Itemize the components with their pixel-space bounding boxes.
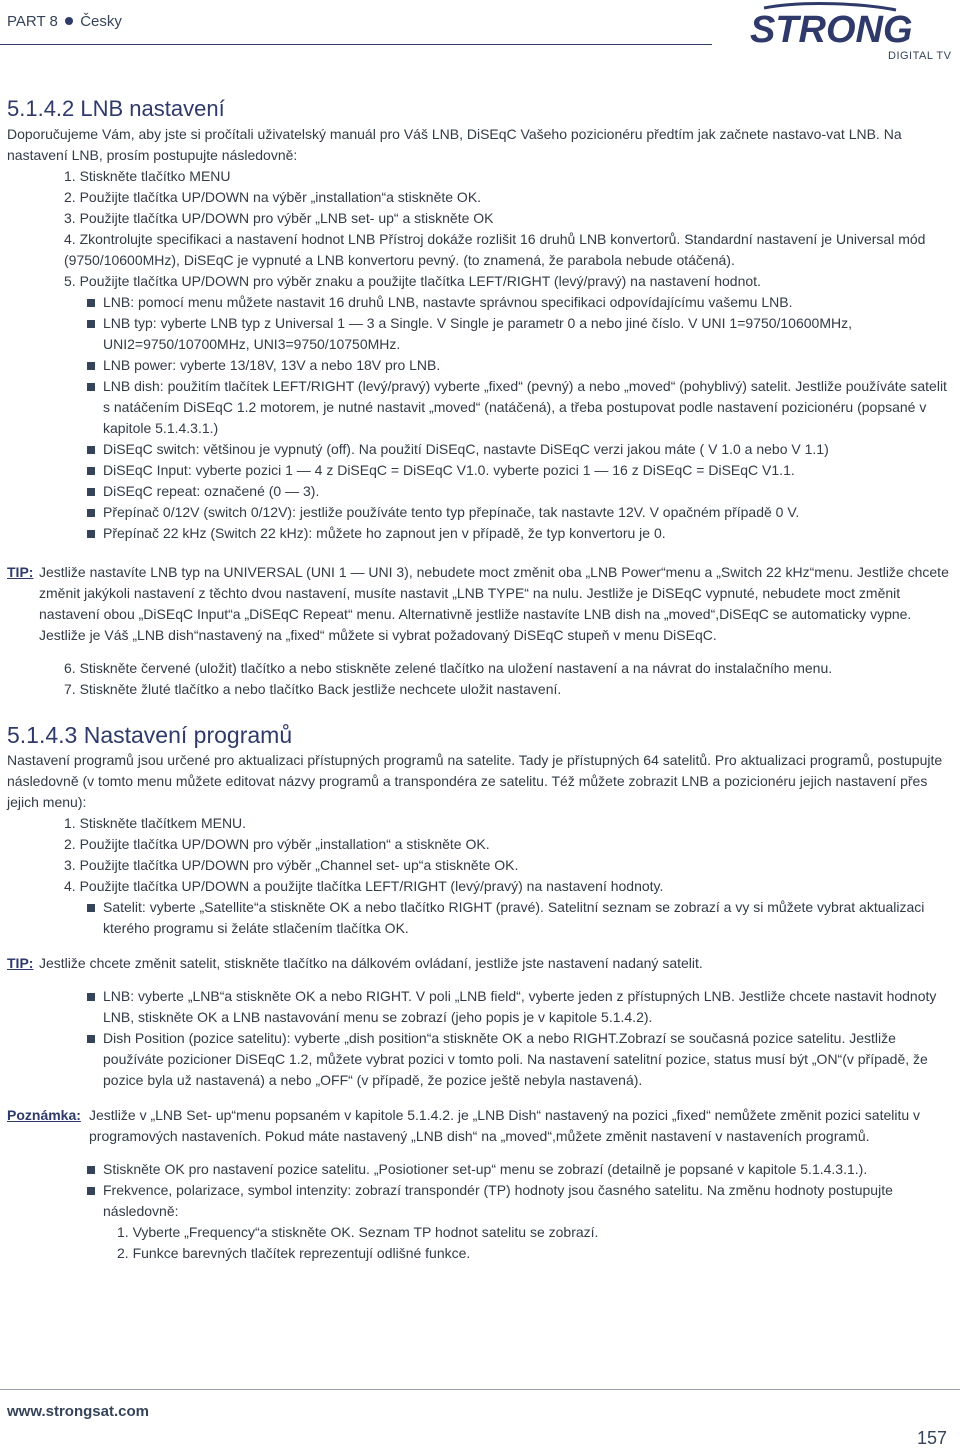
programs-step-4: 4. Použijte tlačítka UP/DOWN a použijte tlačítka LEFT/RIGHT (levý/pravý) na nastavení hodnoty. xyxy=(64,878,664,894)
bullet-positioner-ok: Stiskněte OK pro nastavení pozice satelitu. „Posiotioner set-up“ menu se zobrazí (detailně je popsané v kapitole 5.1.4.3.1.). xyxy=(7,1159,953,1180)
tip-text: Jestliže nastavíte LNB typ na UNIVERSAL (UNI 1 — UNI 3), nebudete moct změnit oba „LNB Power“menu a „Switch 22 kHz“menu. Jestliže chcete změnit jakýkoli nastavení z těchto dvou nastavení, musíte nastavit „LNB TYPE“ na nulu. Jestliže je DiSEqC vypnuté, nebudete moct změnit nastavení obou „DiSEqC Input“a „DiSEqC Repeat“ menu. Alternativně jestliže nastavíte LNB dish na „moved“,DiSEqC se automaticky vypne. Jestliže je Váš „LNB dish“nastavený na „fixed“ můžete si vybrat požadovaný DiSEqC stupeň v menu DiSEqC. xyxy=(39,564,949,643)
footer-divider xyxy=(0,1389,960,1390)
programs-step-3: 3. Použijte tlačítka UP/DOWN pro výběr „Channel set- up“a stiskněte OK. xyxy=(64,857,519,873)
bullet-dish-position: Dish Position (pozice satelitu): vyberte „dish position“a stiskněte OK a nebo RIGHT.Zobrazí se současná pozice satelitu. Jestliže používáte pozicioner DiSEqC 1.2, můžete vybrat pozici v tomto poli. Na nastavení satelitní pozice, status musí být „ON“(v případě, že pozice byla už nastavená) a nebo „OFF“ (v případě, že pozice ještě nebyla nastavená). xyxy=(7,1028,953,1091)
lnb-step-7: 7. Stiskněte žluté tlačítko a nebo tlačítko Back jestliže nechcete uložit nastavení. xyxy=(64,681,562,697)
logo-wordmark: STRONG xyxy=(750,9,913,48)
tip-label: TIP: xyxy=(7,564,34,580)
bullet-switch-012v: Přepínač 0/12V (switch 0/12V): jestliže používáte tento typ přepínače, tak nastavte 12V. V opačném případě 0 V. xyxy=(7,502,953,523)
bullet-lnb-power: LNB power: vyberte 13/18V, 13V a nebo 18V pro LNB. xyxy=(7,355,953,376)
bullet-diseqc-switch: DiSEqC switch: většinou je vypnutý (off). Na použití DiSEqC, nastavte DiSEqC verzi jakou máte ( V 1.0 a nebo V 1.1) xyxy=(7,439,953,460)
lnb-step-5: 5. Použijte tlačítka UP/DOWN pro výběr znaku a použijte tlačítka LEFT/RIGHT (levý/pravý) na nastavení hodnot. xyxy=(64,273,761,289)
tip-box-1 xyxy=(7,562,953,646)
page-header xyxy=(0,0,960,70)
spacer xyxy=(7,1147,953,1159)
tip-box-2 xyxy=(7,953,953,974)
bullet-switch-22khz: Přepínač 22 kHz (Switch 22 kHz): můžete ho zapnout jen v případě, že typ konvertoru je 0. xyxy=(7,523,953,544)
programs-step-2: 2. Použijte tlačítka UP/DOWN pro výběr „installation“ a stiskněte OK. xyxy=(64,836,490,852)
programs-intro: Nastavení programů jsou určené pro aktualizaci přístupných programů na satelite. Tady je přístupných 64 satelitů. Pro aktualizaci programů, postupujte následovně (v tomto menu můžete editovat názvy programů a transpondéra ze satelitu. Též můžete zobrazit LNB a pozicionéru jejich nastavení přes jejich menu): xyxy=(7,752,943,810)
spacer xyxy=(7,646,953,658)
bullet-frequency: Frekvence, polarizace, symbol intenzity: zobrazí transpondér (TP) hodnoty jsou časného satelitu. Na změnu hodnoty postupujte následovně: xyxy=(7,1180,953,1222)
part-number: PART 8 xyxy=(7,13,58,30)
header-divider xyxy=(0,44,712,45)
lnb-step-1: 1. Stiskněte tlačítko MENU xyxy=(64,168,231,184)
lnb-step-6: 6. Stiskněte červené (uložit) tlačítko a nebo stiskněte zelené tlačítko na uložení nastavení a na návrat do instalačního menu. xyxy=(64,660,833,676)
note-box xyxy=(7,1105,953,1147)
spacer xyxy=(7,974,953,986)
note-text: Jestliže v „LNB Set- up“menu popsaném v kapitole 5.1.4.2. je „LNB Dish“ nastavený na pozici „fixed“ nemůžete změnit pozici satelitu v programových nastaveních. Pokud máte nastavený „LNB dish“ na „moved“,můžete změnit nastavení v nastaveních programů. xyxy=(89,1107,921,1144)
lnb-step-2: 2. Použijte tlačítka UP/DOWN na výběr „installation“a stiskněte OK. xyxy=(64,189,482,205)
section-title-lnb: 5.1.4.2 LNB nastavení xyxy=(7,96,225,121)
programs-step-1: 1. Stiskněte tlačítkem MENU. xyxy=(64,815,247,831)
bullet-satellite: Satelit: vyberte „Satellite“a stiskněte OK a nebo tlačítko RIGHT (pravé). Satelitní seznam se zobrazí a vy si můžete vybrat aktualizaci kterého programu si želáte stlačením tlačítka OK. xyxy=(7,897,953,939)
bullet-diseqc-repeat: DiSEqC repeat: označené (0 — 3). xyxy=(7,481,953,502)
spacer xyxy=(7,700,953,720)
tip-text: Jestliže chcete změnit satelit, stiskněte tlačítko na dálkovém ovládaní, jestliže jste nastavení nadaný satelit. xyxy=(39,955,703,971)
bullet-lnb-select: LNB: vyberte „LNB“a stiskněte OK a nebo RIGHT. V poli „LNB field“, vyberte jeden z přístupných LNB. Jestliže chcete nastavit hodnoty LNB, stiskněte OK a LNB nastavování menu se zobrazí (jeho popis je v kapitole 5.1.4.2). xyxy=(7,986,953,1028)
frequency-sub-1: 1. Vyberte „Frequency“a stiskněte OK. Seznam TP hodnot satelitu se zobrazí. xyxy=(117,1224,599,1240)
bullet-lnb-dish: LNB dish: použitím tlačítek LEFT/RIGHT (levý/pravý) vyberte „fixed“ (pevný) a nebo „moved“ (pohyblivý) satelit. Jestliže používáte satelit s natáčením DiSEqC 1.2 motorem, je nutné nastavit „moved“ (natáčená), a třeba postupovat podle nastavení pozicionéru (popsané v kapitole 5.1.4.3.1.) xyxy=(7,376,953,439)
part-label xyxy=(7,13,122,30)
tip-label: TIP: xyxy=(7,955,34,971)
strong-logo xyxy=(736,2,956,48)
bullet-dot-icon xyxy=(65,17,73,25)
lnb-intro: Doporučujeme Vám, aby jste si pročítali uživatelský manuál pro Váš LNB, DiSEqC Vašeho pozicionéru předtím jak začnete nastavo-vat LNB. Na nastavení LNB, prosím postupujte následovně: xyxy=(7,126,902,163)
lnb-step-4: 4. Zkontrolujte specifikaci a nastavení hodnot LNB Přístroj dokáže rozlišit 16 druhů LNB konvertorů. Standardní nastavení je Universal mód (9750/10600MHz), DiSEqC je vypnuté a LNB konvertoru pevný. (to znamená, že parabola nebude otáčená). xyxy=(64,231,926,268)
logo-subtitle: DIGITAL TV xyxy=(888,50,952,62)
language-label: Česky xyxy=(80,13,122,30)
bullet-lnb-type: LNB typ: vyberte LNB typ z Universal 1 — 3 a Single. V Single je parametr 0 a nebo jiné číslo. V UNI 1=9750/10600MHz, UNI2=9750/10700MHz, UNI3=9750/10750MHz. xyxy=(7,313,953,355)
section-title-programs: 5.1.4.3 Nastavení programů xyxy=(7,722,293,748)
bullet-lnb: LNB: pomocí menu můžete nastavit 16 druhů LNB, nastavte správnou specifikaci odpovídajícímu vašemu LNB. xyxy=(7,292,953,313)
lnb-step-3: 3. Použijte tlačítka UP/DOWN pro výběr „LNB set- up“ a stiskněte OK xyxy=(64,210,494,226)
bullet-diseqc-input: DiSEqC Input: vyberte pozici 1 — 4 z DiSEqC = DiSEqC V1.0. vyberte pozici 1 — 16 z DiSEqC = DiSEqC V1.1. xyxy=(7,460,953,481)
main-content xyxy=(7,94,953,1264)
page-number: 157 xyxy=(917,1428,948,1448)
footer-url: www.strongsat.com xyxy=(7,1403,149,1420)
note-label: Poznámka: xyxy=(7,1107,81,1123)
frequency-sub-2: 2. Funkce barevných tlačítek reprezentují odlišné funkce. xyxy=(117,1245,471,1261)
